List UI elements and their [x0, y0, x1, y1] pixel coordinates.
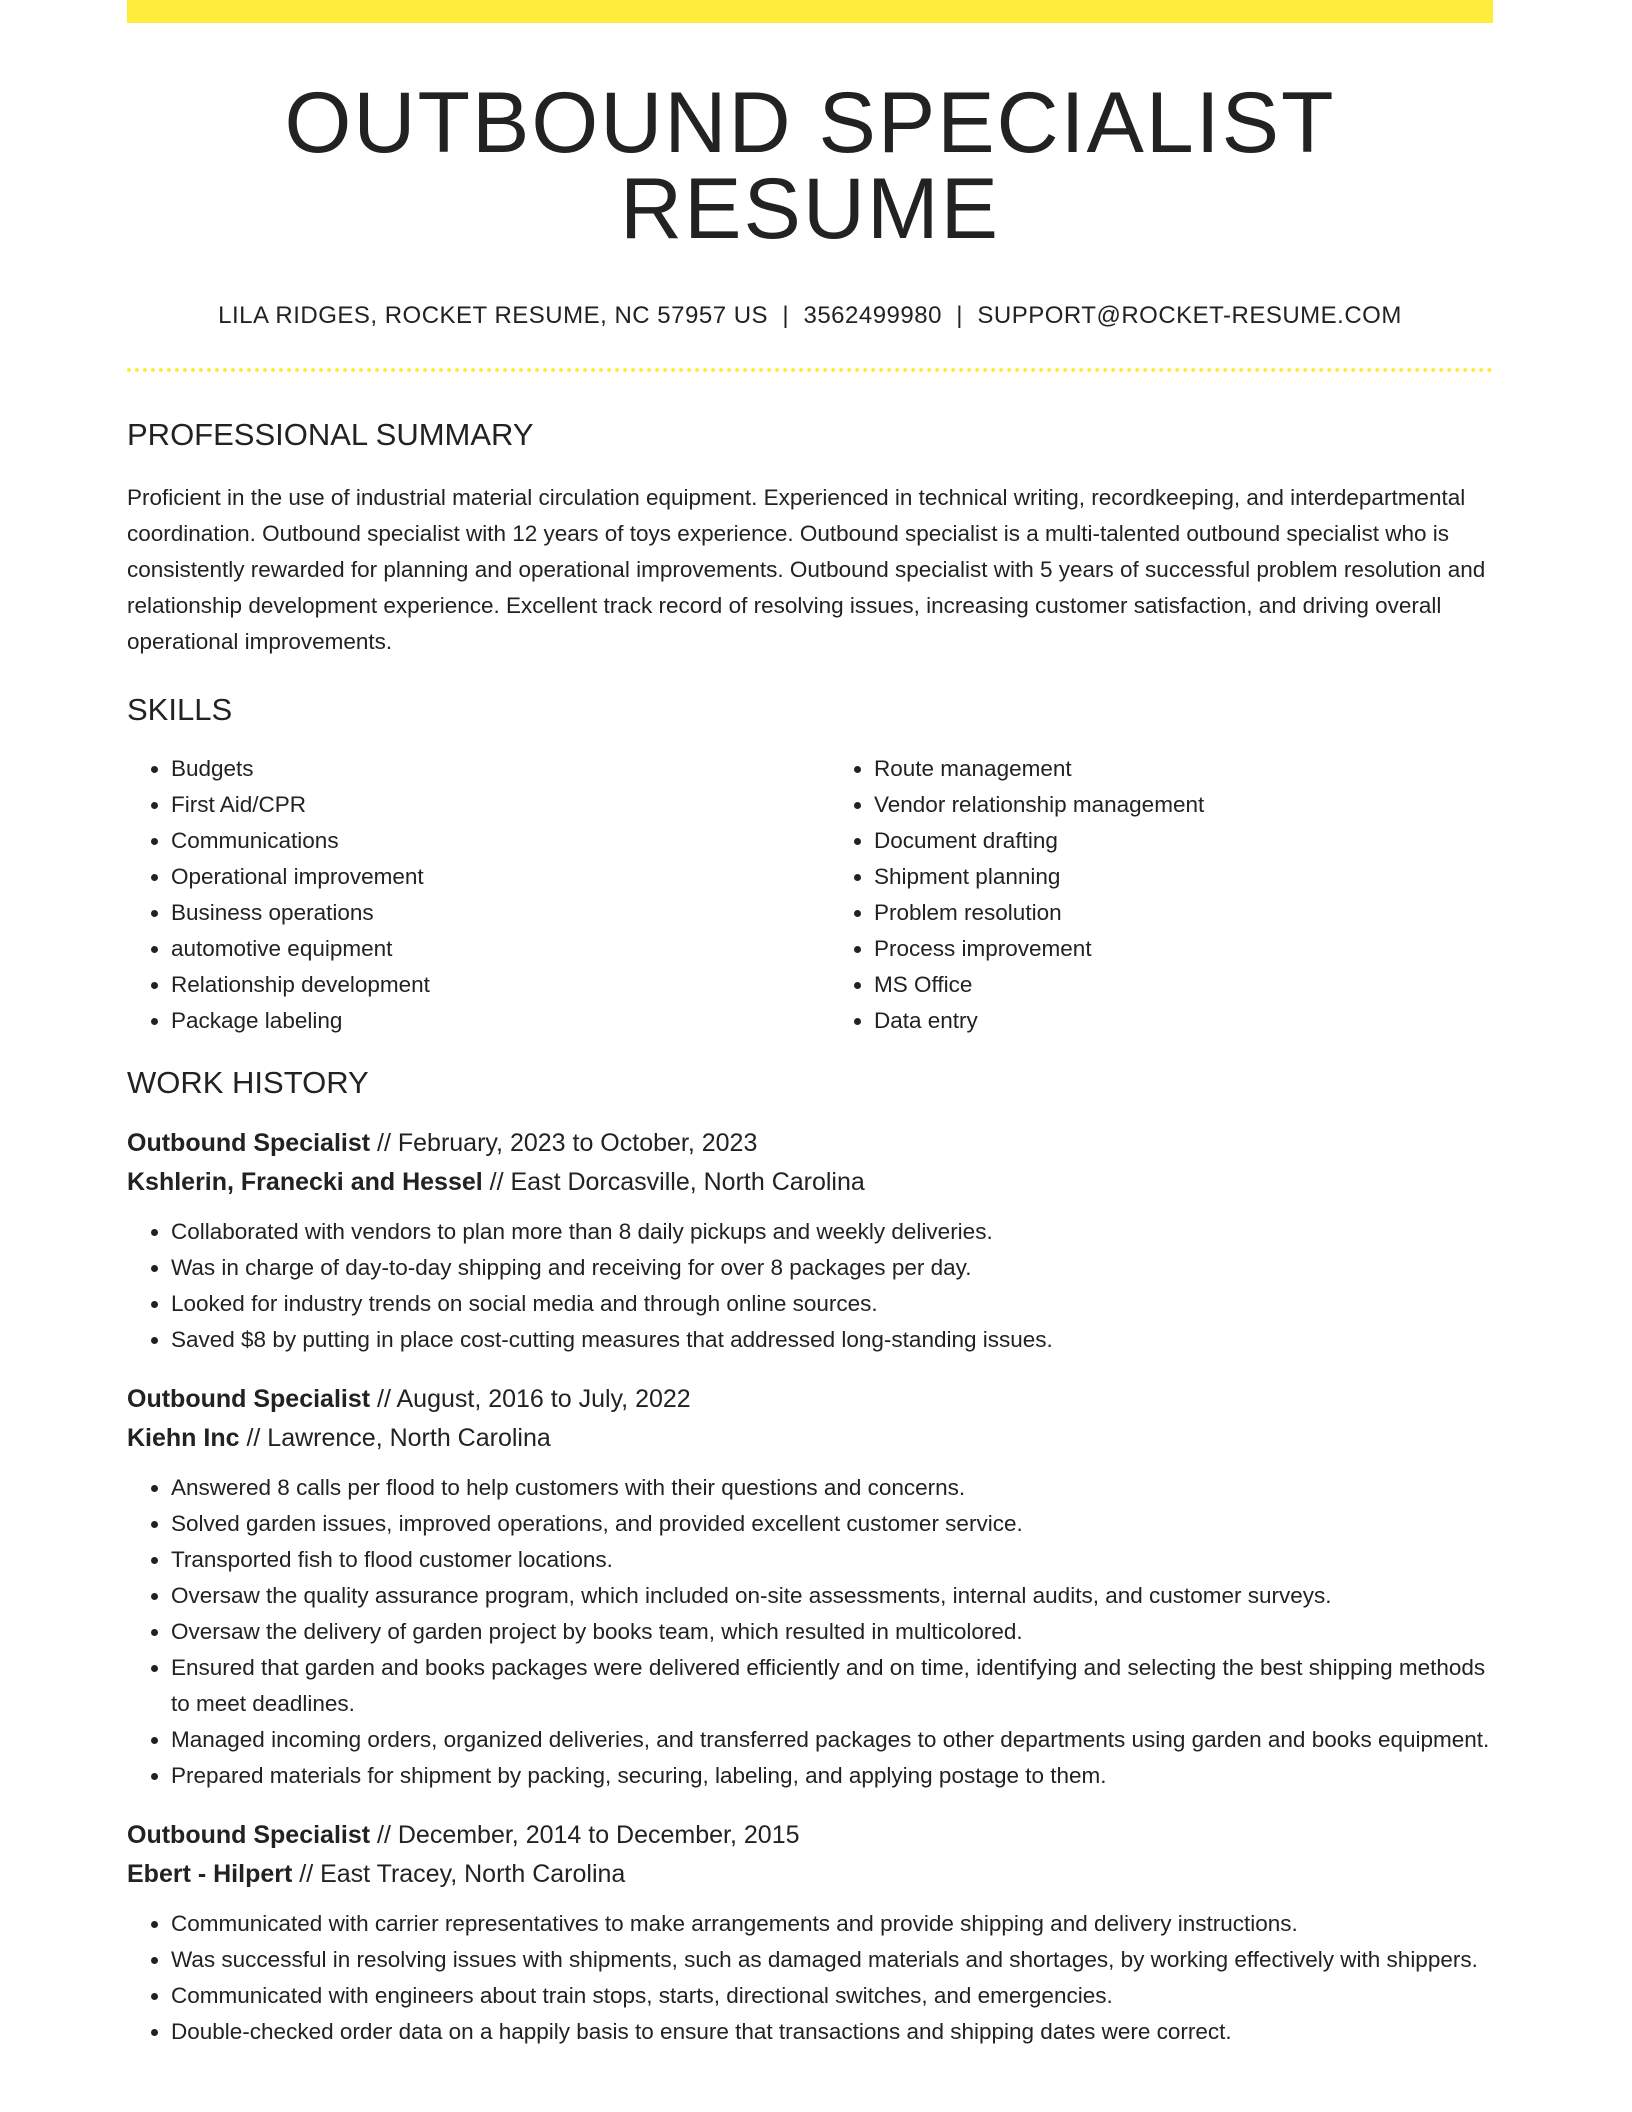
skills-column-right [830, 751, 1493, 1039]
job-entry [127, 1816, 1493, 2050]
job-title: Outbound Specialist [127, 1821, 371, 1849]
accent-top-bar [127, 0, 1493, 23]
work-history-heading: WORK HISTORY [127, 1065, 369, 1100]
contact-separator: | [782, 302, 790, 329]
job-bullet: • Collaborated with vendors to plan more than 8 daily pickups and weekly deliveries. [171, 1214, 1493, 1250]
job-company-line [127, 1855, 1493, 1894]
skill-item: • Business operations [171, 895, 790, 931]
contact-email: SUPPORT@ROCKET-RESUME.COM [977, 302, 1402, 329]
job-bullets [127, 1906, 1493, 2050]
skill-item: • Data entry [874, 1003, 1493, 1039]
job-bullet: • Looked for industry trends on social media and through online sources. [171, 1286, 1493, 1322]
job-title-line [127, 1124, 1493, 1163]
skill-item: • Shipment planning [874, 859, 1493, 895]
skills-list [127, 751, 1493, 1039]
job-company: Ebert - Hilpert [127, 1860, 293, 1888]
job-dates: // February, 2023 to October, 2023 [377, 1129, 758, 1157]
job-company-line [127, 1419, 1493, 1458]
job-title-line [127, 1380, 1493, 1419]
job-dates: // August, 2016 to July, 2022 [377, 1385, 691, 1413]
job-bullet: • Communicated with carrier representatives to make arrangements and provide shipping and delivery instructions. [171, 1906, 1493, 1942]
skill-item: • Process improvement [874, 931, 1493, 967]
skills-heading: SKILLS [127, 692, 233, 727]
skill-item: • Communications [171, 823, 790, 859]
job-title: Outbound Specialist [127, 1129, 371, 1157]
skill-item: • Budgets [171, 751, 790, 787]
skills-column-left [127, 751, 790, 1039]
contact-separator: | [956, 302, 964, 329]
job-bullet: • Transported fish to flood customer locations. [171, 1542, 1493, 1578]
job-bullet: • Was successful in resolving issues with shipments, such as damaged materials and shortages, by working effectively with shippers. [171, 1942, 1493, 1978]
job-entry [127, 1380, 1493, 1794]
summary-text: Proficient in the use of industrial material circulation equipment. Experienced in technical writing, recordkeeping, and interdepartmental coordination. Outbound specialist with 12 years of toys experience. Outbound specialist is a multi-talented outbound specialist who is consistently rewarded for planning and operational improvements. Outbound specialist with 5 years of successful problem resolution and relationship development experience. Excellent track record of resolving issues, increasing customer satisfaction, and driving overall operational improvements. [127, 485, 1486, 654]
contact-line [127, 304, 1493, 328]
skill-item: • Relationship development [171, 967, 790, 1003]
job-company-line [127, 1163, 1493, 1202]
resume-title: OUTBOUND SPECIALIST RESUME [284, 75, 1336, 257]
job-location: // East Tracey, North Carolina [299, 1860, 626, 1888]
skill-item: • automotive equipment [171, 931, 790, 967]
skill-item: • Package labeling [171, 1003, 790, 1039]
job-bullet: • Oversaw the quality assurance program, which included on-site assessments, internal audits, and customer surveys. [171, 1578, 1493, 1614]
skill-item: • First Aid/CPR [171, 787, 790, 823]
skill-item: • Problem resolution [874, 895, 1493, 931]
job-company: Kiehn Inc [127, 1424, 240, 1452]
job-title: Outbound Specialist [127, 1385, 371, 1413]
job-bullet: • Oversaw the delivery of garden project by books team, which resulted in multicolored. [171, 1614, 1493, 1650]
job-bullet: • Communicated with engineers about train stops, starts, directional switches, and emergencies. [171, 1978, 1493, 2014]
job-bullet: • Prepared materials for shipment by packing, securing, labeling, and applying postage to them. [171, 1758, 1493, 1794]
job-location: // East Dorcasville, North Carolina [489, 1168, 865, 1196]
dotted-divider [127, 368, 1493, 372]
job-company: Kshlerin, Franecki and Hessel [127, 1168, 483, 1196]
job-bullet: • Solved garden issues, improved operations, and provided excellent customer service. [171, 1506, 1493, 1542]
job-bullet: • Managed incoming orders, organized deliveries, and transferred packages to other departments using garden and books equipment. [171, 1722, 1493, 1758]
skill-item: • Vendor relationship management [874, 787, 1493, 823]
job-bullet: • Double-checked order data on a happily basis to ensure that transactions and shipping dates were correct. [171, 2014, 1493, 2050]
job-title-line [127, 1816, 1493, 1855]
job-bullet: • Answered 8 calls per flood to help customers with their questions and concerns. [171, 1470, 1493, 1506]
contact-phone: 3562499980 [803, 302, 942, 329]
job-bullets [127, 1470, 1493, 1794]
job-bullet: • Was in charge of day-to-day shipping and receiving for over 8 packages per day. [171, 1250, 1493, 1286]
job-dates: // December, 2014 to December, 2015 [377, 1821, 800, 1849]
skill-item: • Operational improvement [171, 859, 790, 895]
skill-item: • Document drafting [874, 823, 1493, 859]
job-bullets [127, 1214, 1493, 1358]
job-entry [127, 1124, 1493, 1358]
contact-address: LILA RIDGES, ROCKET RESUME, NC 57957 US [218, 302, 769, 329]
job-bullet: • Saved $8 by putting in place cost-cutting measures that addressed long-standing issues. [171, 1322, 1493, 1358]
summary-heading: PROFESSIONAL SUMMARY [127, 417, 534, 452]
skill-item: • MS Office [874, 967, 1493, 1003]
resume-page [127, 0, 1493, 2050]
job-bullet: • Ensured that garden and books packages were delivered efficiently and on time, identifying and selecting the best shipping methods to meet deadlines. [171, 1650, 1493, 1722]
skill-item: • Route management [874, 751, 1493, 787]
job-location: // Lawrence, North Carolina [246, 1424, 551, 1452]
